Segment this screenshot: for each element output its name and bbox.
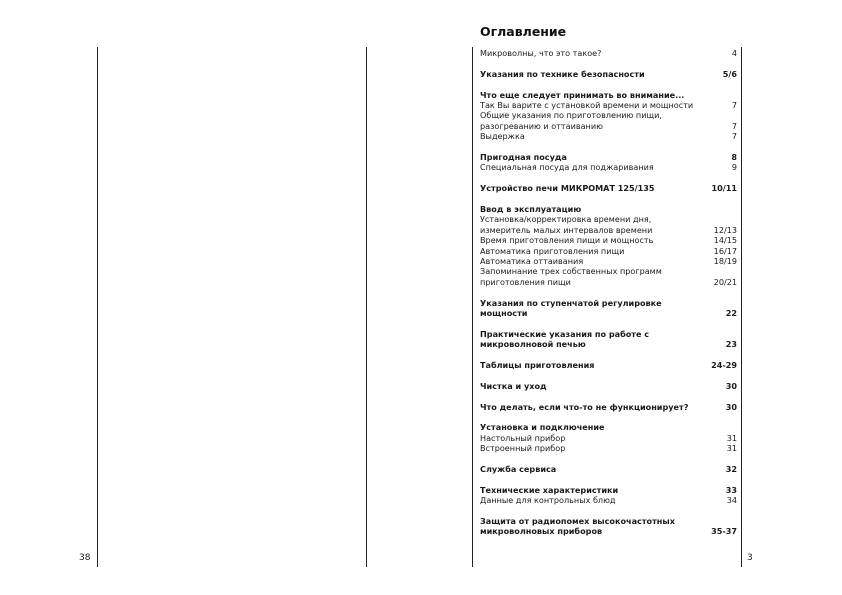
toc-spacer xyxy=(480,391,737,401)
toc-entry-text: Автоматика приготовления пищи xyxy=(480,245,625,256)
toc-entry-text: Настольный прибор xyxy=(480,432,566,443)
toc-entry-text: микроволновой печью xyxy=(480,339,586,350)
toc-entry-text: Микроволны, что это такое? xyxy=(480,48,602,58)
toc-entry-text: мощности xyxy=(480,308,528,319)
toc-entry-page: 12/13 xyxy=(713,224,737,235)
toc-entry xyxy=(480,433,737,443)
toc-entry xyxy=(480,183,737,193)
toc-entry-page: 7 xyxy=(731,120,737,131)
toc-entry xyxy=(480,69,737,79)
toc-entry-page: 20/21 xyxy=(713,276,737,287)
toc-entry-text: Практические указания по работе с xyxy=(480,328,650,339)
toc-entry-text: Пригодная посуда xyxy=(480,152,567,163)
toc-entry-text: Ввод в эксплуатацию xyxy=(480,204,582,215)
toc-entry-page: 8 xyxy=(731,152,737,163)
page-title: Оглавление xyxy=(480,24,567,39)
toc-entry-page: 22 xyxy=(725,308,737,319)
toc-entry-text: Специальная посуда для поджаривания xyxy=(480,162,654,173)
toc-entry xyxy=(480,298,737,308)
toc-entry-text: Что еще следует принимать во внимание... xyxy=(480,89,685,100)
toc-entry-page: 30 xyxy=(725,380,737,391)
toc-entry-page: 10/11 xyxy=(711,183,737,194)
toc-entry xyxy=(480,131,737,141)
toc-entry-text: Защита от радиопомех высокочастотных xyxy=(480,516,675,527)
toc-entry-page: 34 xyxy=(726,495,737,506)
toc-entry xyxy=(480,422,737,432)
left-page-number: 38 xyxy=(79,553,91,563)
toc-entry xyxy=(480,246,737,256)
toc-entry xyxy=(480,266,737,276)
toc-entry-page: 4 xyxy=(731,48,737,58)
toc-entry-text: Встроенный прибор xyxy=(480,443,566,454)
toc-entry xyxy=(480,256,737,266)
toc-entry-text: Так Вы варите с установкой времени и мощности xyxy=(480,100,694,110)
toc-entry-text: микроволновых приборов xyxy=(480,526,603,537)
toc-entry-text: Технические характеристики xyxy=(480,484,619,495)
toc-entry xyxy=(480,48,737,58)
toc-entry-page: 30 xyxy=(725,401,737,412)
toc-entry xyxy=(480,308,737,318)
toc-entry-text: Запоминание трех собственных программ xyxy=(480,266,662,277)
toc-entry xyxy=(480,485,737,495)
toc-spacer xyxy=(480,173,737,183)
toc-entry xyxy=(480,152,737,162)
toc-entry-page: 31 xyxy=(726,432,737,443)
toc-entry-text: Время приготовления пищи и мощность xyxy=(480,235,654,246)
toc-entry-page: 7 xyxy=(731,131,737,142)
toc-entry xyxy=(480,235,737,245)
right-page-number: 3 xyxy=(747,553,753,563)
toc-entry-text: Установка/корректировка времени дня, xyxy=(480,214,652,225)
toc-entry-text: Служба сервиса xyxy=(480,464,557,475)
toc-entry-page: 24-29 xyxy=(711,360,737,371)
toc-spacer xyxy=(480,412,737,422)
toc-entry-page: 33 xyxy=(725,484,737,495)
toc-entry-page: 7 xyxy=(731,100,737,110)
toc-entry-page: 35-37 xyxy=(711,526,737,537)
toc-entry-text: измеритель малых интервалов времени xyxy=(480,224,653,235)
toc-entry-text: Указания по ступенчатой регулировке xyxy=(480,297,662,308)
toc-entry-page: 9 xyxy=(731,162,737,173)
toc-spacer xyxy=(480,318,737,328)
toc-spacer xyxy=(480,58,737,68)
left-margin-line xyxy=(97,47,98,567)
left-page-right-line xyxy=(366,47,367,567)
toc-entry xyxy=(480,443,737,453)
toc-spacer xyxy=(480,142,737,152)
toc-entry xyxy=(480,381,737,391)
toc-spacer xyxy=(480,350,737,360)
toc-entry-text: Таблицы приготовления xyxy=(480,360,595,371)
toc-entry-page: 16/17 xyxy=(713,245,737,256)
table-of-contents xyxy=(480,48,737,537)
toc-entry-text: Установка и подключение xyxy=(480,422,605,433)
toc-entry xyxy=(480,516,737,526)
toc-entry-text: Чистка и уход xyxy=(480,380,547,391)
toc-entry xyxy=(480,402,737,412)
toc-entry xyxy=(480,360,737,370)
right-margin-line xyxy=(741,47,742,567)
toc-entry xyxy=(480,329,737,339)
toc-entry-text: Устройство печи МИКРОМАТ 125/135 xyxy=(480,183,655,194)
toc-entry xyxy=(480,526,737,536)
toc-entry xyxy=(480,162,737,172)
toc-spacer xyxy=(480,287,737,297)
toc-entry xyxy=(480,90,737,100)
toc-entry-text: Указания по технике безопасности xyxy=(480,68,645,79)
toc-entry xyxy=(480,339,737,349)
toc-spacer xyxy=(480,454,737,464)
toc-entry-page: 18/19 xyxy=(713,256,737,267)
toc-entry-text: Выдержка xyxy=(480,131,525,142)
right-page-left-line xyxy=(472,47,473,567)
toc-spacer xyxy=(480,506,737,516)
toc-entry-text: разогреванию и оттаиванию xyxy=(480,120,603,131)
toc-entry xyxy=(480,204,737,214)
toc-entry xyxy=(480,495,737,505)
toc-entry-page: 14/15 xyxy=(713,235,737,246)
toc-entry-text: Автоматика оттаивания xyxy=(480,256,584,267)
toc-spacer xyxy=(480,79,737,89)
toc-entry xyxy=(480,464,737,474)
toc-entry-page: 31 xyxy=(726,443,737,454)
toc-entry xyxy=(480,110,737,120)
toc-entry-page: 23 xyxy=(725,339,737,350)
toc-entry xyxy=(480,121,737,131)
toc-entry xyxy=(480,277,737,287)
toc-spacer xyxy=(480,194,737,204)
toc-spacer xyxy=(480,474,737,484)
toc-entry-text: Общие указания по приготовлению пищи, xyxy=(480,110,662,121)
toc-entry-page: 5/6 xyxy=(722,68,737,79)
toc-entry xyxy=(480,100,737,110)
toc-entry-text: приготовления пищи xyxy=(480,276,571,287)
toc-entry-text: Что делать, если что-то не функционирует? xyxy=(480,401,689,412)
toc-entry-text: Данные для контрольных блюд xyxy=(480,495,616,506)
toc-entry xyxy=(480,225,737,235)
toc-entry-page: 32 xyxy=(725,464,737,475)
toc-spacer xyxy=(480,370,737,380)
toc-entry xyxy=(480,214,737,224)
